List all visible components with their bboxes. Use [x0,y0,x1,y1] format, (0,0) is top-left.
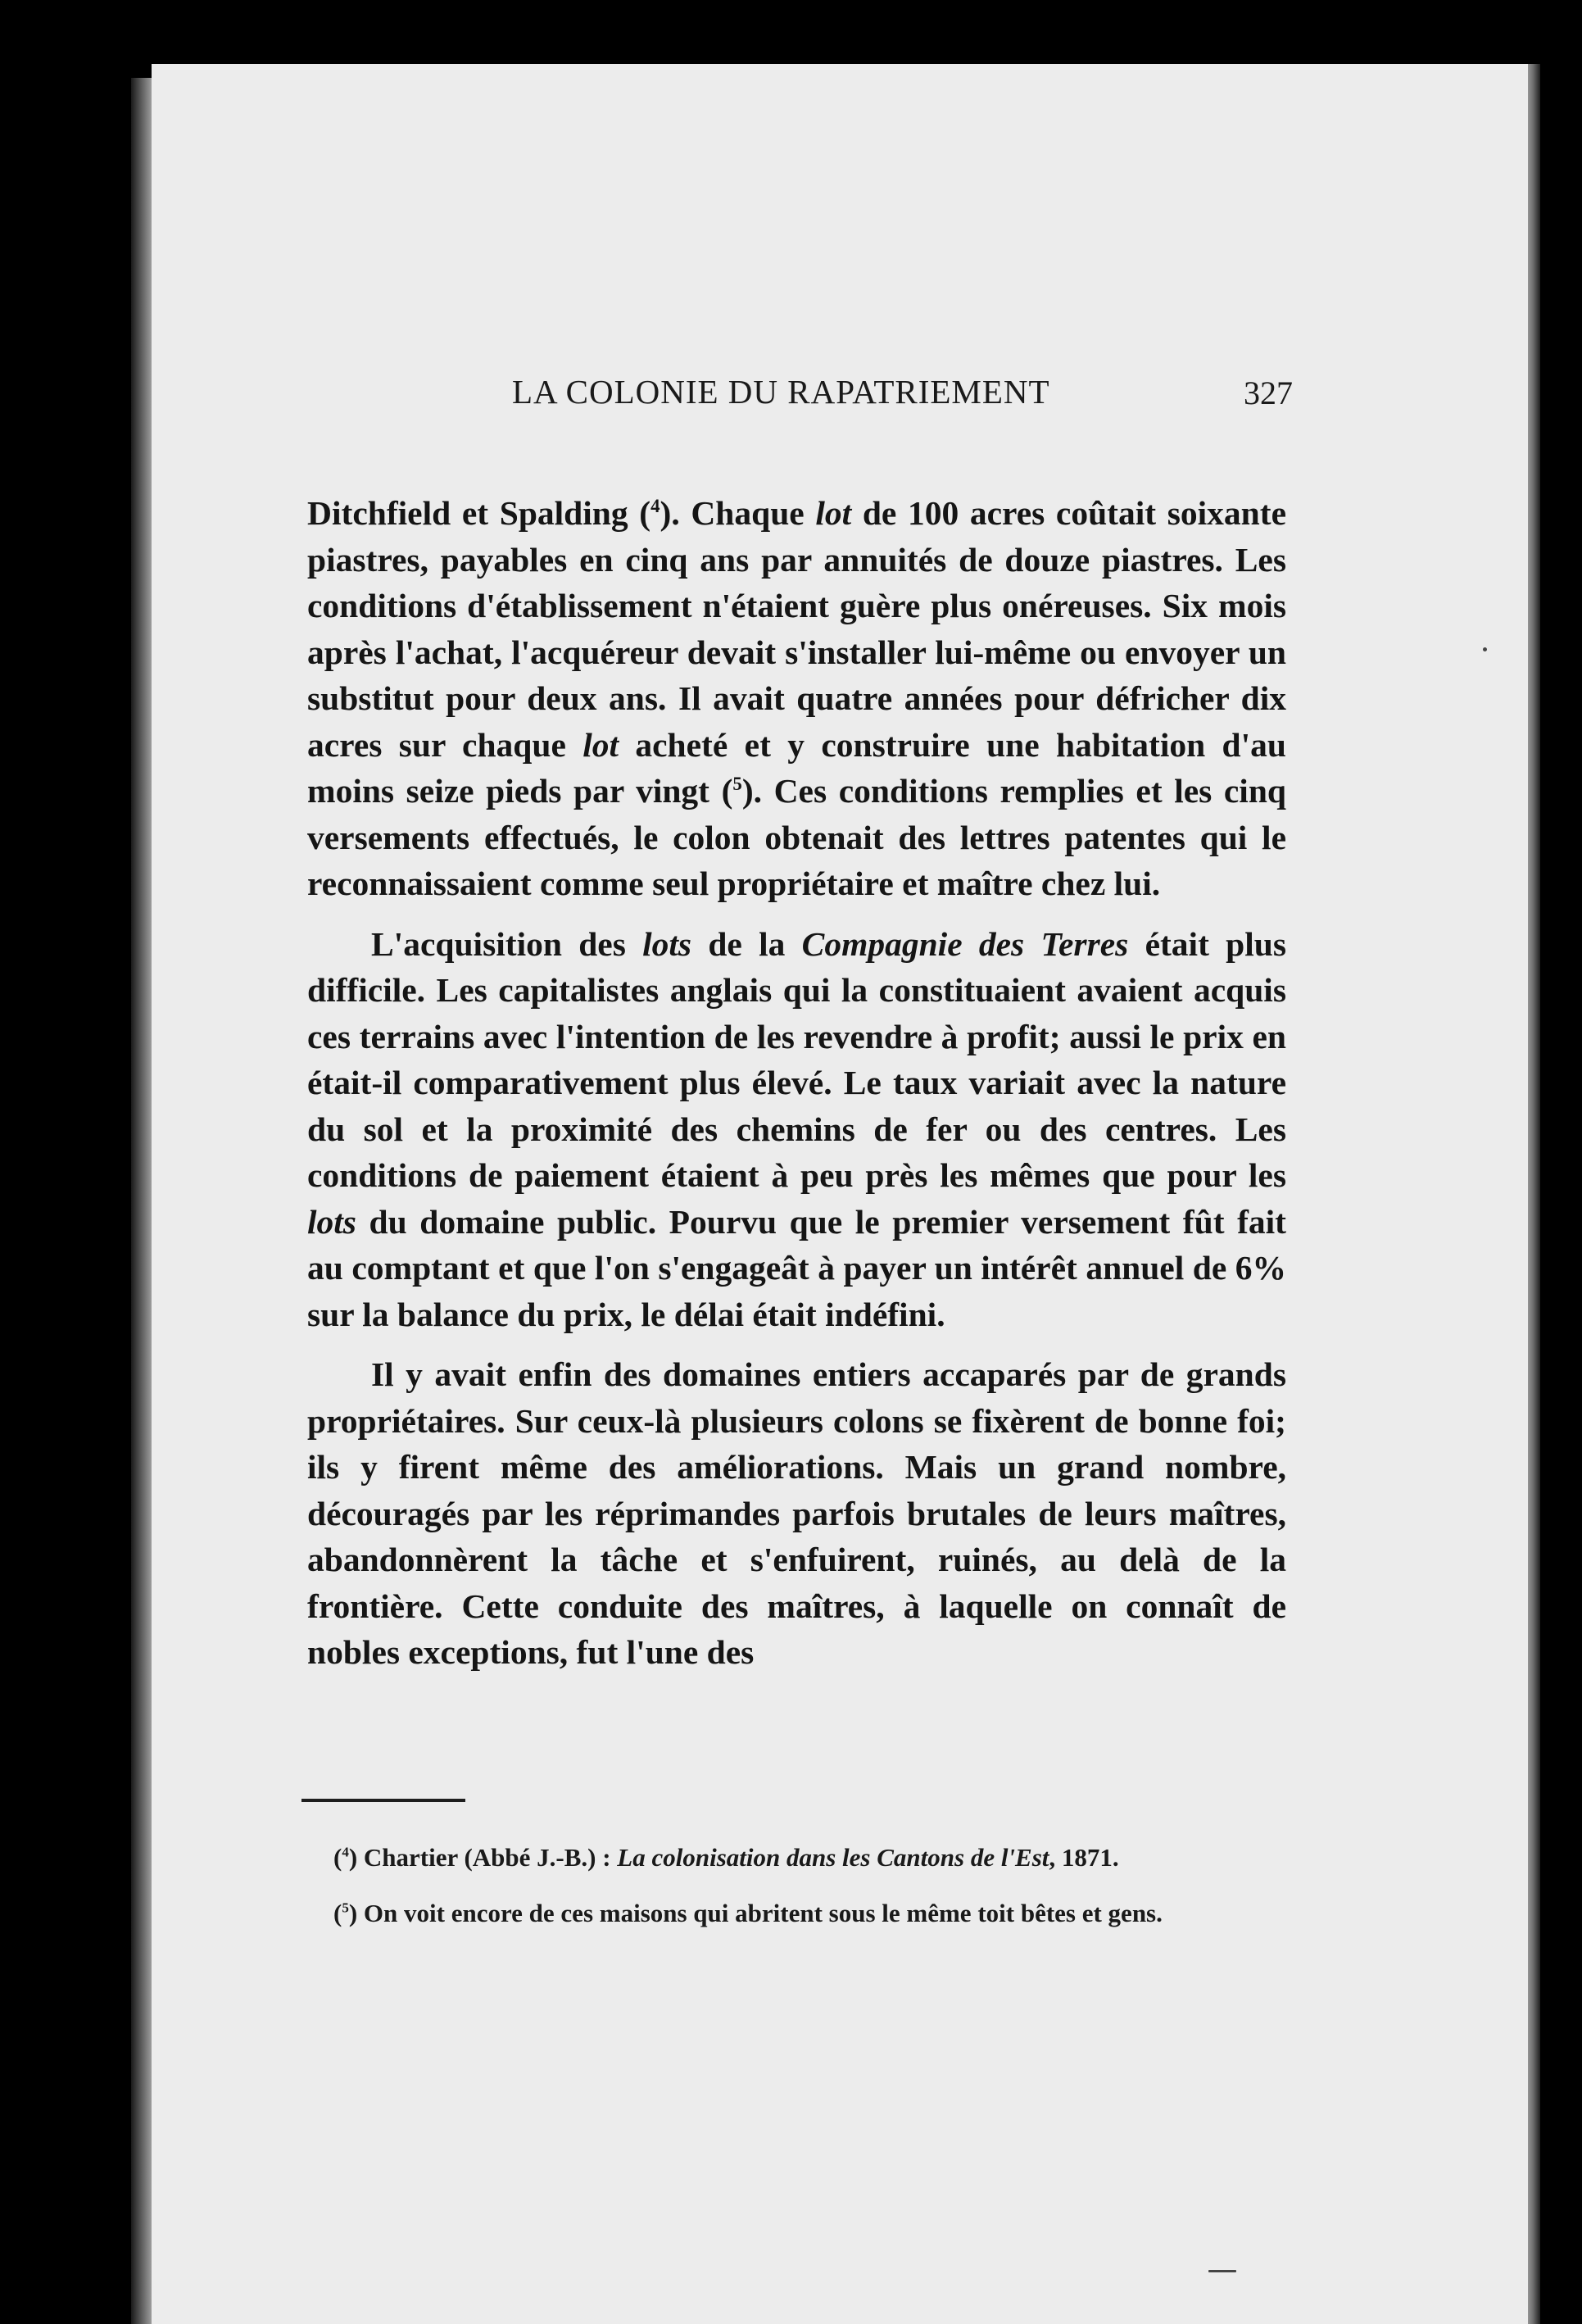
text-run: , 1871. [1049,1843,1119,1872]
text-run: était plus difficile. Les capitalistes anglais qui la constituaient avaient acquis ces terrains avec l'intention de les revendre à profit; aussi le prix en était-il comparativement plus élevé. Le taux variait avec la nature du sol et la proximité des chemins de fer ou des centres. Les conditions de paiement étaient à peu près les mêmes que pour les [307,924,1287,1194]
footnote-reference: 4 [342,1844,349,1860]
page-number: 327 [1244,374,1293,411]
text-run: du domaine public. Pourvu que le premier versement fût fait au comptant et que l'on s'engageât à payer un intérêt annuel de 6% sur la balance du prix, le délai était indéfini. [307,1202,1286,1333]
italic-text: Compagnie des Terres [801,924,1129,963]
footnote-separator [301,1799,465,1802]
footnote [287,1898,1270,1929]
footnote [287,1842,1270,1873]
book-page [152,64,1528,2324]
paragraph [307,1351,1286,1676]
footnote-reference: 5 [342,1900,349,1916]
scan-speck [1483,647,1487,651]
body-text [307,490,1286,1690]
italic-text: lot [815,494,852,532]
text-run: Il y avait enfin des domaines entiers accaparés par de grands propriétaires. Sur ceux-là plusieurs colons se fixèrent de bonne foi; ils y firent même des améliorations. Mais un grand nombre, découragés par les réprimandes parfois brutales de leurs maîtres, abandonnèrent la tâche et s'enfuirent, ruinés, au delà de la frontière. Cette conduite des maîtres, à laquelle on connaît de nobles exceptions, fut l'une des [307,1355,1286,1671]
scan-speck [1208,2270,1236,2272]
italic-text: La colonisation dans les Cantons de l'Est [617,1843,1049,1872]
text-run: ( [333,1843,342,1872]
italic-text: lots [307,1202,356,1241]
running-title: LA COLONIE DU RAPATRIEMENT [512,373,1050,411]
text-run: ) On voit encore de ces maisons qui abritent sous le même toit bêtes et gens. [348,1899,1163,1927]
text-run: ). Chaque [660,494,816,532]
text-run: ). Ces conditions remplies et les cinq versements effectués, le colon obtenait des lettres patentes qui le reconnaissaient comme seul propriétaire et maître chez lui. [307,772,1287,902]
footnote-reference: 5 [732,774,742,795]
footnote-reference: 4 [650,496,660,517]
footnotes [287,1842,1270,1954]
paragraph [307,490,1286,907]
italic-text: lots [642,924,692,963]
page-header [152,357,1528,431]
paragraph [307,921,1286,1338]
italic-text: lot [582,725,619,764]
text-run: de 100 acres coûtait soixante piastres, payables en cinq ans par annuités de douze piastres. Les conditions d'établissement n'étaient guère plus onéreuses. Six mois après l'achat, l'acquéreur devait s'installer lui-même ou envoyer un substitut pour deux ans. Il avait quatre années pour défricher dix acres sur chaque [307,494,1287,764]
text-run: L'acquisition des [371,924,643,963]
text-run: ) Chartier (Abbé J.-B.) : [348,1843,618,1872]
text-run: de la [691,924,802,963]
text-run: Ditchfield et Spalding ( [307,494,651,532]
text-run: acheté et y construire une habitation d'au moins seize pieds par vingt ( [307,725,1286,810]
text-run: ( [333,1899,342,1927]
